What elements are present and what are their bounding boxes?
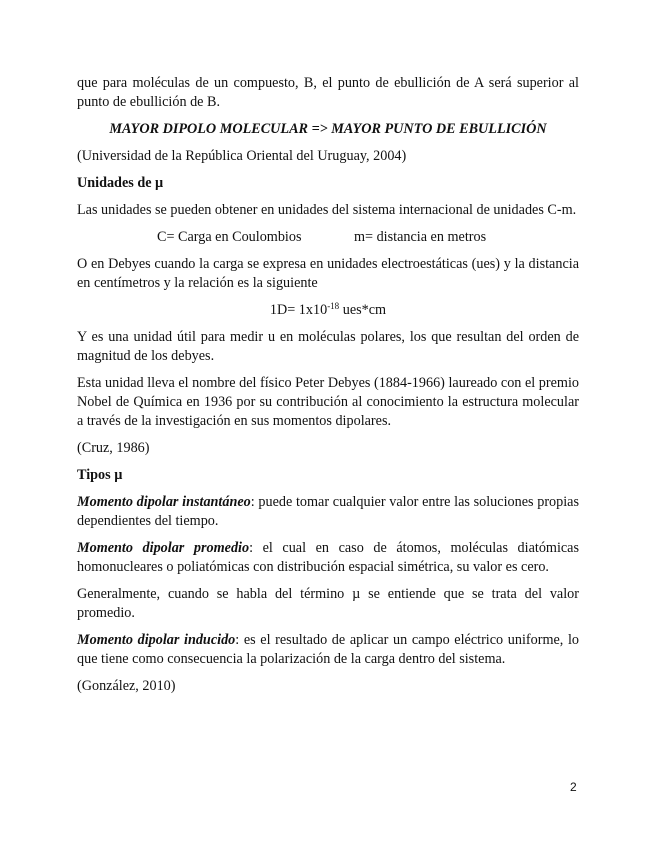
debye-unit: ues*cm <box>339 302 387 318</box>
useful-unit-paragraph: Y es una unidad útil para medir u en moléculas polares, los que resultan del orden de magnitud de los debyes. <box>77 329 579 364</box>
average-text: : el cual en caso de átomos, moléculas diatómicas homonucleares o poliatómicas con distribución espacial simétrica, su valor es cero. <box>77 540 580 575</box>
instantaneous-dipole-paragraph <box>77 493 579 531</box>
si-units-formula <box>77 228 579 247</box>
citation-gonzalez: (González, 2010) <box>77 678 176 694</box>
average-term: Momento dipolar promedio <box>77 540 250 556</box>
charge-definition: C= Carga en Coulombios <box>157 229 302 245</box>
induced-dipole-paragraph <box>77 631 579 669</box>
page-number: 2 <box>570 780 577 794</box>
induced-term: Momento dipolar inducido <box>77 632 236 648</box>
document-page <box>77 74 579 696</box>
debye-formula <box>77 301 579 320</box>
debyes-paragraph: O en Debyes cuando la carga se expresa en unidades electroestáticas (ues) y la distancia en centímetros y la relación es la siguiente <box>77 256 579 291</box>
intro-paragraph: que para moléculas de un compuesto, B, el punto de ebullición de A será superior al punto de ebullición de B. <box>77 75 579 110</box>
citation-cruz: (Cruz, 1986) <box>77 440 150 456</box>
units-heading: Unidades de µ <box>77 175 164 191</box>
types-heading: Tipos µ <box>77 467 123 483</box>
induced-text: : es el resultado de aplicar un campo eléctrico uniforme, lo que tiene como consecuencia la polarización de la carga dentro del sistema. <box>77 632 579 667</box>
units-paragraph: Las unidades se pueden obtener en unidades del sistema internacional de unidades C-m. <box>77 202 577 218</box>
boiling-point-rule: MAYOR DIPOLO MOLECULAR => MAYOR PUNTO DE EBULLICIÓN <box>109 121 547 137</box>
debye-base: 1D= 1x10 <box>269 302 328 318</box>
instantaneous-term: Momento dipolar instantáneo <box>77 494 251 510</box>
average-dipole-paragraph <box>77 539 579 577</box>
instantaneous-text: : puede tomar cualquier valor entre las soluciones propias dependientes del tiempo. <box>77 494 579 529</box>
debye-exponent: -18 <box>327 301 340 311</box>
general-paragraph: Generalmente, cuando se habla del término µ se entiende que se trata del valor promedio. <box>77 586 579 621</box>
citation-uruguay: (Universidad de la República Oriental del Uruguay, 2004) <box>77 148 407 164</box>
debye-name-paragraph: Esta unidad lleva el nombre del físico Peter Debyes (1884-1966) laureado con el premio Nobel de Química en 1936 por su contribución al conocimiento la estructura molecular a través de la investigación en sus momentos dipolares. <box>77 375 579 429</box>
distance-definition: m= distancia en metros <box>354 229 487 245</box>
